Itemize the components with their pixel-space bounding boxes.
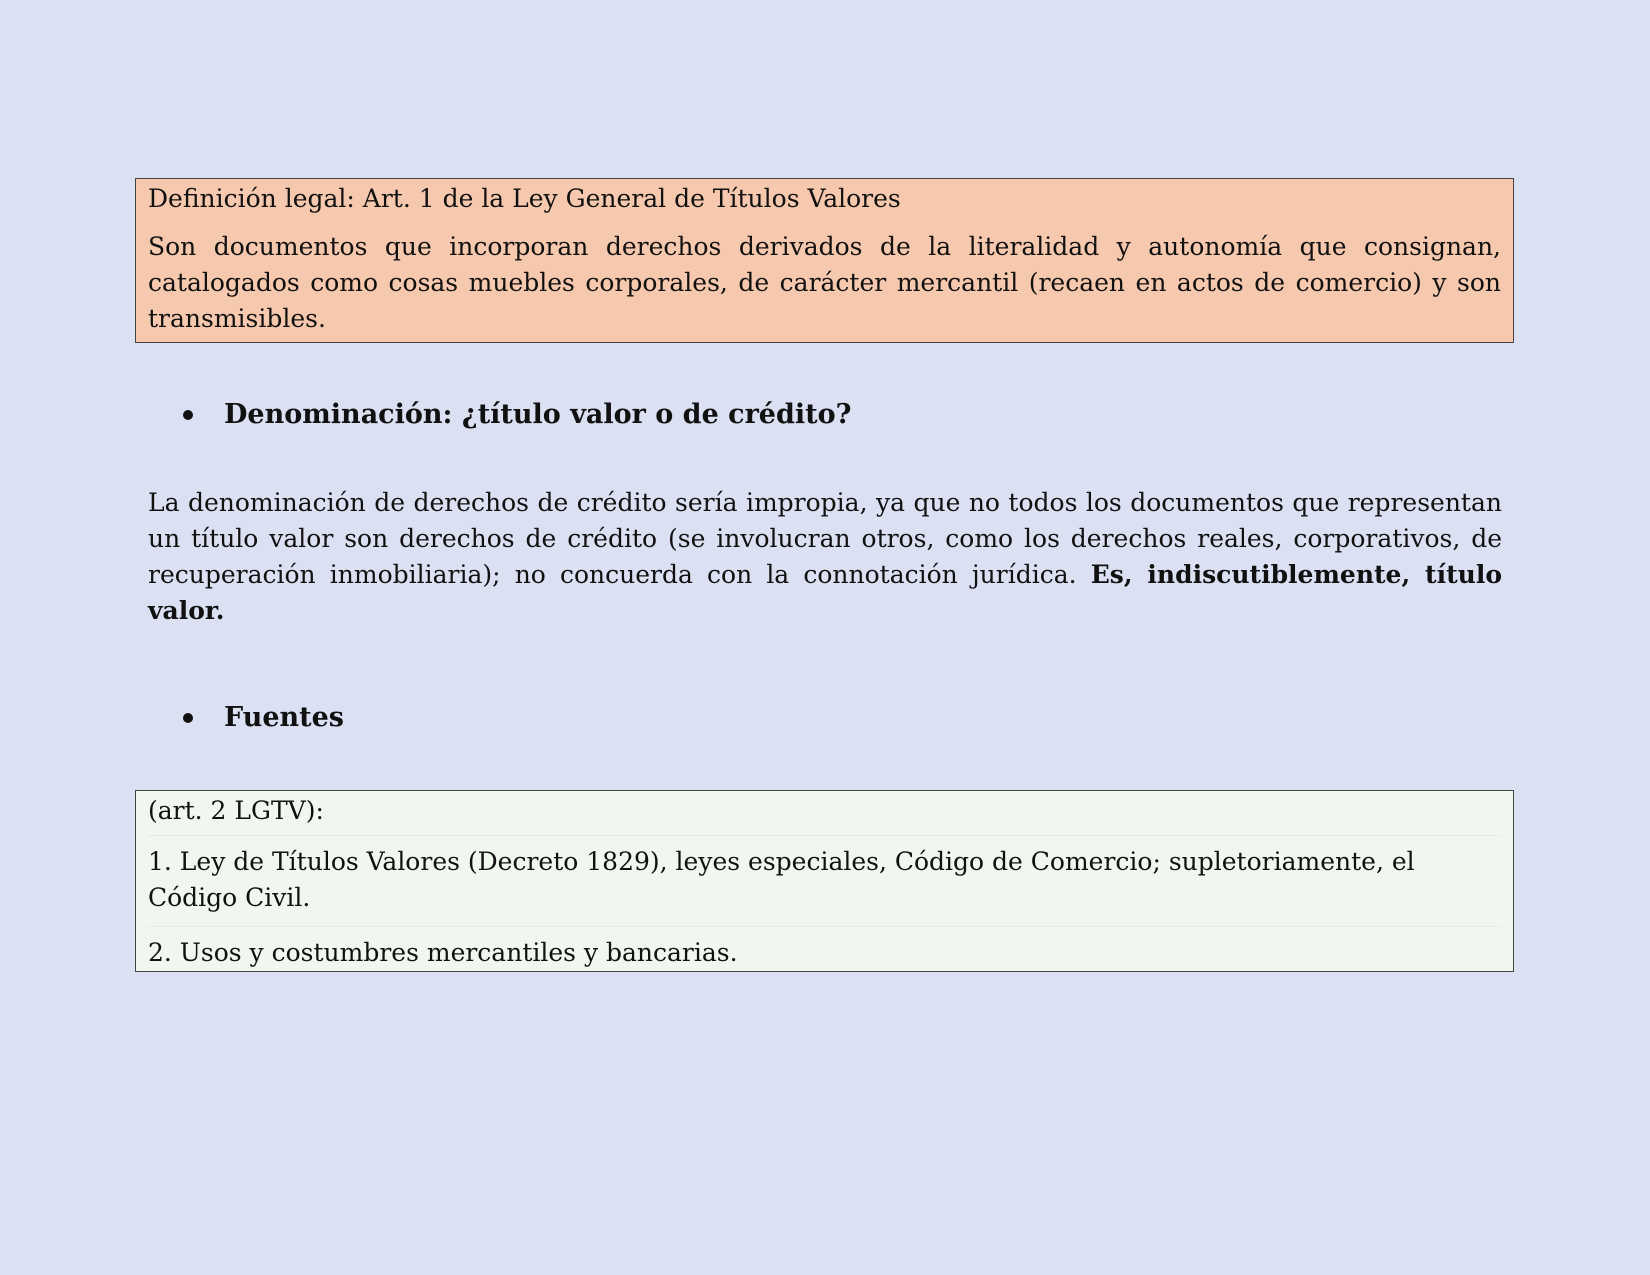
sources-item: 1. Ley de Títulos Valores (Decreto 1829), leyes especiales, Código de Comercio; supletoriamente, el Código Civil.	[148, 836, 1501, 927]
heading-denominacion: Denominación: ¿título valor o de crédito?	[224, 399, 852, 430]
definition-title: Definición legal: Art. 1 de la Ley General de Títulos Valores	[148, 184, 901, 213]
bullet-dot-icon	[183, 713, 193, 723]
bullet-heading-denominacion	[183, 397, 851, 433]
bullet-heading-fuentes	[183, 700, 344, 736]
sources-item: 2. Usos y costumbres mercantiles y bancarias.	[148, 938, 738, 967]
definition-box	[135, 178, 1514, 343]
denominacion-paragraph-text: La denominación de derechos de crédito sería impropia, ya que no todos los documentos que representan un título valor son derechos de crédito (se involucran otros, como los derechos reales, corporativos, de recuperación inmobiliaria); no concuerda con la connotación jurídica.	[148, 488, 1502, 589]
sources-head: (art. 2 LGTV):	[148, 791, 1501, 836]
bullet-dot-icon	[183, 410, 193, 420]
denominacion-paragraph-bold: Es, indiscutiblemente, título valor.	[148, 560, 1502, 625]
denominacion-paragraph	[148, 485, 1502, 629]
sources-box	[135, 790, 1514, 972]
heading-fuentes: Fuentes	[224, 702, 344, 733]
definition-text: Son documentos que incorporan derechos derivados de la literalidad y autonomía que consignan, catalogados como cosas muebles corporales, de carácter mercantil (recaen en actos de comercio) y son transmisibles.	[148, 232, 1501, 333]
